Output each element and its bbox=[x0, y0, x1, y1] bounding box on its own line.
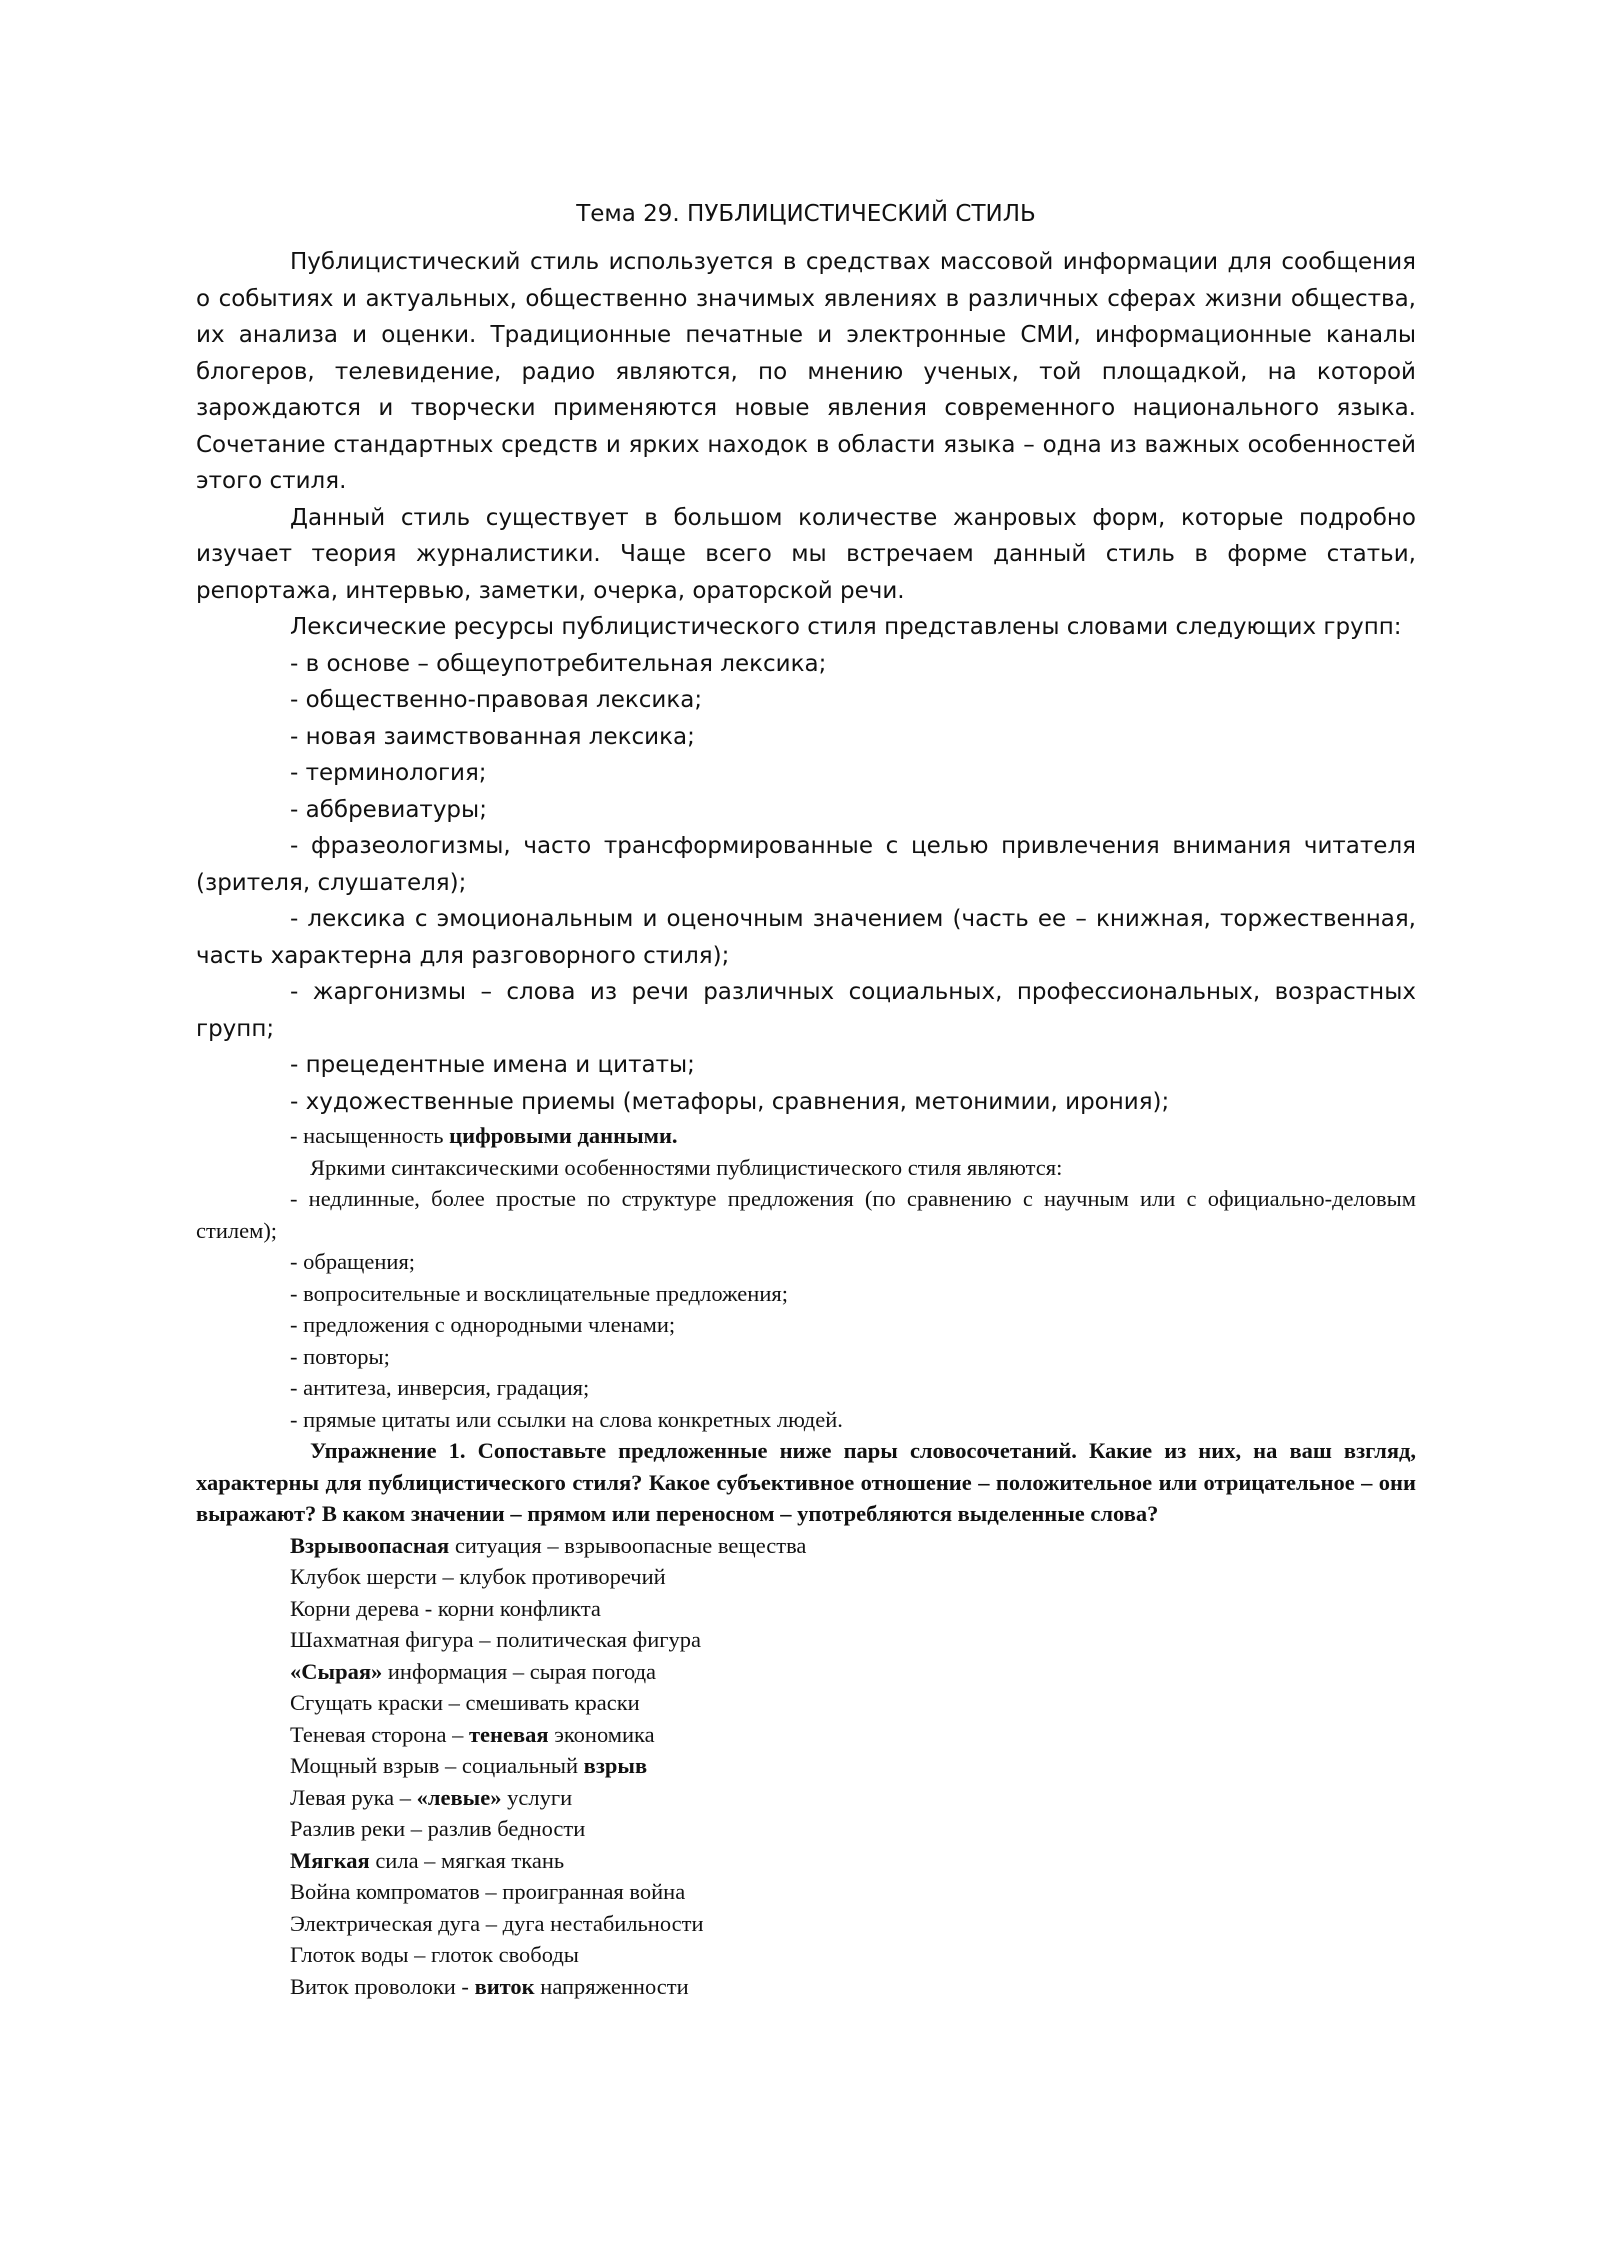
saturation-item bbox=[196, 1120, 1416, 1152]
word-pair bbox=[196, 1656, 1416, 1688]
lexical-item: - художественные приемы (метафоры, сравнения, метонимии, ирония); bbox=[290, 1088, 1170, 1115]
word-pair bbox=[196, 1593, 1416, 1625]
pair-text: напряженности bbox=[534, 1973, 689, 1999]
pair-highlight: взрыв bbox=[583, 1753, 648, 1778]
pair-text: экономика bbox=[548, 1721, 655, 1747]
word-pair bbox=[196, 1750, 1416, 1782]
pair-highlight: Взрывоопасная bbox=[290, 1532, 450, 1558]
page-title: Тема 29. ПУБЛИЦИСТИЧЕСКИЙ СТИЛЬ bbox=[576, 201, 1036, 227]
word-pair bbox=[196, 1687, 1416, 1719]
intro-paragraph-1: Публицистический стиль используется в средствах массовой информации для сообщения о событиях и актуальных, общественно значимых явлениях в различных сферах жизни общества, их анализа и оценки. Традиционные печатные и электронные СМИ, информационные каналы блогеров, телевидение, радио являются, по мнению ученых, той площадкой, на которой зарождаются и творчески применяются новые явления современного национального языка. Сочетание стандартных средств и ярких находок в области языка – одна из важных особенностей этого стиля. bbox=[196, 249, 1416, 494]
saturation-bold: цифровыми данными. bbox=[449, 1123, 678, 1148]
pair-highlight: Мягкая bbox=[290, 1847, 370, 1873]
lexical-item: - жаргонизмы – слова из речи различных социальных, профессиональных, возрастных групп; bbox=[196, 979, 1416, 1042]
pair-highlight: «левые» bbox=[416, 1784, 502, 1810]
pair-text: ситуация – взрывоопасные вещества bbox=[449, 1532, 807, 1558]
pair-text: Мощный взрыв – социальный bbox=[290, 1753, 584, 1778]
pair-text: Клубок шерсти – клубок противоречий bbox=[290, 1564, 666, 1589]
word-pairs-list bbox=[196, 1530, 1416, 2003]
syntax-item: - обращения; bbox=[290, 1249, 416, 1274]
lexical-item: - новая заимствованная лексика; bbox=[290, 723, 695, 750]
word-pair bbox=[196, 1971, 1416, 2003]
syntax-item: - повторы; bbox=[290, 1343, 390, 1369]
lexical-item: - аббревиатуры; bbox=[290, 796, 487, 823]
saturation-prefix: - насыщенность bbox=[290, 1123, 450, 1148]
word-pair bbox=[196, 1939, 1416, 1971]
word-pair bbox=[196, 1561, 1416, 1593]
lexical-item: - в основе – общеупотребительная лексика; bbox=[290, 650, 827, 677]
document-page bbox=[196, 196, 1416, 2002]
lexical-item: - общественно-правовая лексика; bbox=[290, 687, 703, 713]
word-pair bbox=[196, 1624, 1416, 1656]
pair-text: информация – сырая погода bbox=[382, 1658, 657, 1684]
word-pair bbox=[196, 1845, 1416, 1877]
pair-text: Глоток воды – глоток свободы bbox=[290, 1942, 579, 1967]
intro-paragraph-3: Лексические ресурсы публицистического стиля представлены словами следующих групп: bbox=[290, 614, 1402, 640]
pair-text: Шахматная фигура – политическая фигура bbox=[290, 1627, 701, 1652]
lexical-item: - терминология; bbox=[290, 760, 487, 786]
syntax-intro: Яркими синтаксическими особенностями публицистического стиля являются: bbox=[310, 1154, 1063, 1180]
lexical-item: - прецедентные имена и цитаты; bbox=[290, 1052, 695, 1078]
pair-text: сила – мягкая ткань bbox=[369, 1847, 565, 1873]
lexical-item: - фразеологизмы, часто трансформированные с целью привлечения внимания читателя (зрителя, слушателя); bbox=[196, 833, 1416, 896]
word-pair bbox=[196, 1530, 1416, 1562]
word-pair bbox=[196, 1719, 1416, 1751]
pair-text: Разлив реки – разлив бедности bbox=[290, 1816, 586, 1841]
word-pair bbox=[196, 1813, 1416, 1845]
syntax-item: - прямые цитаты или ссылки на слова конкретных людей. bbox=[290, 1406, 843, 1432]
pair-text: Электрическая дуга – дуга нестабильности bbox=[290, 1910, 704, 1936]
pair-text: Корни дерева - корни конфликта bbox=[290, 1595, 601, 1621]
pair-text: Сгущать краски – смешивать краски bbox=[290, 1690, 640, 1715]
pair-text: Левая рука – bbox=[290, 1784, 417, 1810]
syntax-item: - недлинные, более простые по структуре предложения (по сравнению с научным или с официально-деловым стилем); bbox=[196, 1186, 1416, 1243]
syntax-item: - вопросительные и восклицательные предложения; bbox=[290, 1280, 788, 1306]
lexical-item: - лексика с эмоциональным и оценочным значением (часть ее – книжная, торжественная, часть характерна для разговорного стиля); bbox=[196, 906, 1416, 969]
syntax-item: - антитеза, инверсия, градация; bbox=[290, 1375, 590, 1400]
pair-highlight: теневая bbox=[469, 1721, 549, 1747]
syntax-item: - предложения с однородными членами; bbox=[290, 1312, 676, 1337]
pair-text: услуги bbox=[501, 1784, 573, 1810]
exercise-1-heading: Упражнение 1. Сопоставьте предложенные ниже пары словосочетаний. Какие из них, на ваш взгляд, характерны для публицистического стиля? Какое субъективное отношение – положительное или отрицательное – они выражают? В каком значении – прямом или переносном – употребляются выделенные слова? bbox=[196, 1438, 1416, 1526]
intro-paragraph-2: Данный стиль существует в большом количестве жанровых форм, которые подробно изучает теория журналистики. Чаще всего мы встречаем данный стиль в форме статьи, репортажа, интервью, заметки, очерка, ораторской речи. bbox=[196, 504, 1416, 604]
pair-text: Виток проволоки - bbox=[290, 1973, 475, 1999]
pair-highlight: «Сырая» bbox=[290, 1658, 383, 1684]
pair-text: Война компроматов – проигранная война bbox=[290, 1879, 686, 1904]
word-pair bbox=[196, 1876, 1416, 1908]
pair-highlight: виток bbox=[474, 1973, 535, 1999]
pair-text: Теневая сторона – bbox=[290, 1721, 469, 1747]
word-pair bbox=[196, 1782, 1416, 1814]
word-pair bbox=[196, 1908, 1416, 1940]
serif-section bbox=[196, 1120, 1416, 2002]
